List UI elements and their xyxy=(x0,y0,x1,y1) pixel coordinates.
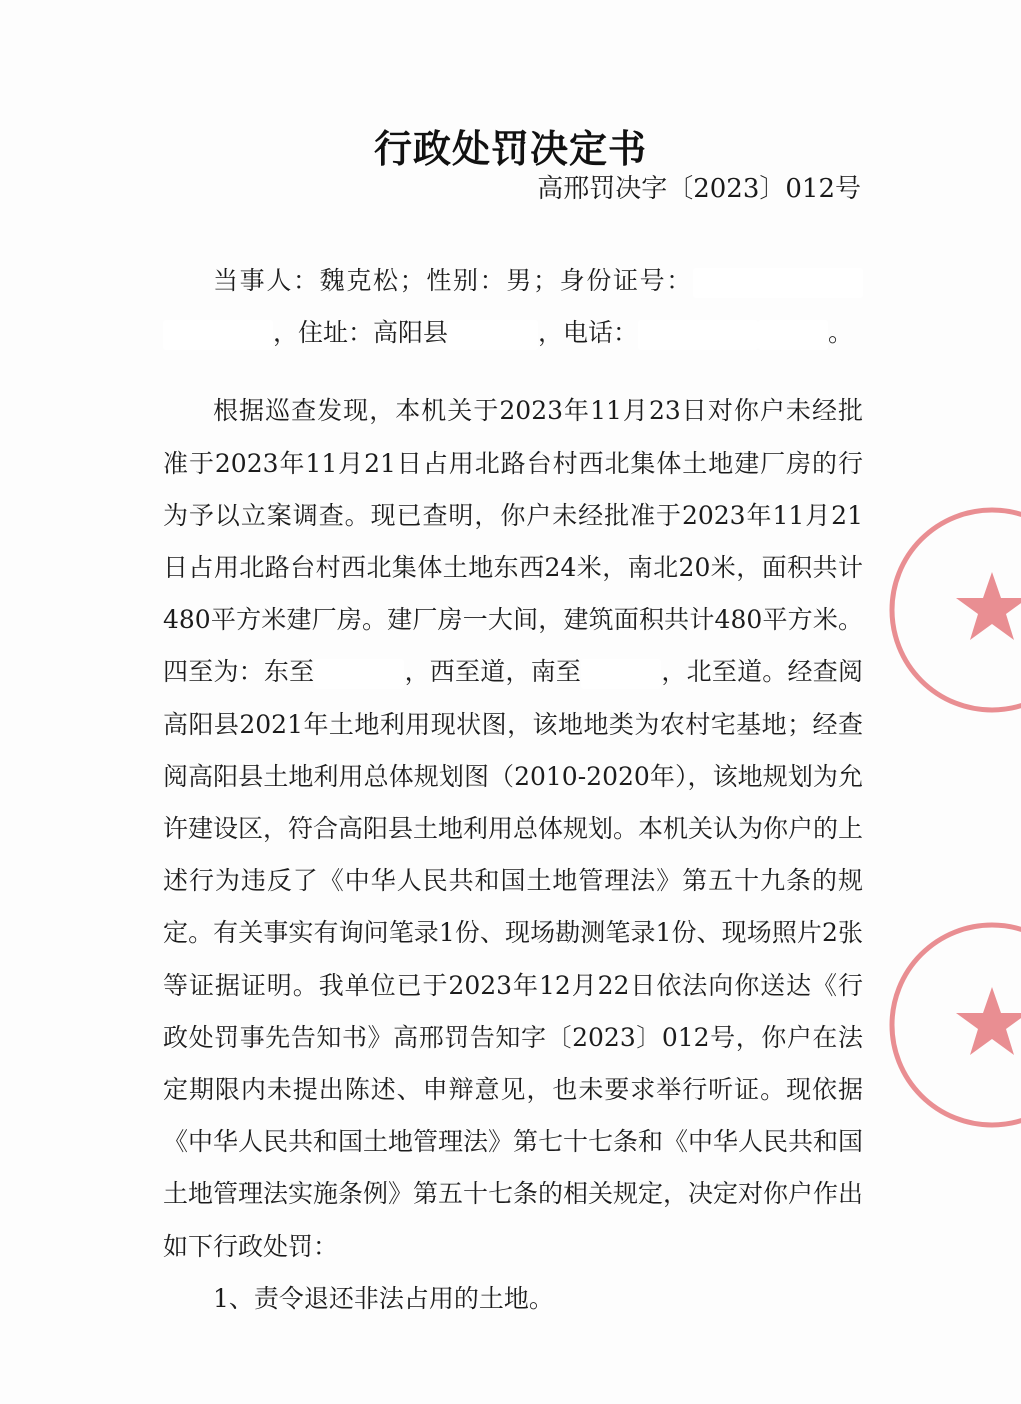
period: 。 xyxy=(828,318,854,348)
paragraph-text-part-1: 根据巡查发现，本机关于2023年11月23日对你户未经批准于2023年11月21日占用北路台村西北集体土地建厂房的行为予以立案调查。现已查明，你户未经批准于2023年11月21日占用北路台村西北集体土地东西24米，南北20米，面积共计480平方米建厂房。建厂房一大间，建筑面积共计480平方米。四至为：东至 xyxy=(163,396,863,687)
document-title: 行政处罚决定书 xyxy=(373,126,647,171)
gender-value: 男 xyxy=(506,266,533,295)
spacer xyxy=(163,359,863,385)
phone-label: ，电话： xyxy=(538,318,639,348)
party-info xyxy=(163,255,863,359)
separator: ； xyxy=(532,266,558,295)
party-label: 当事人： xyxy=(213,266,320,295)
address-value: 高阳县 xyxy=(373,318,449,348)
gender-label: 性别： xyxy=(424,266,507,295)
paragraph-text-part-2: ，西至道，南至 xyxy=(404,657,582,687)
penalty-item-1: 1、责令退还非法占用的土地。 xyxy=(213,1283,554,1313)
redacted-south-boundary xyxy=(581,659,661,689)
investigation-paragraph xyxy=(163,385,863,1272)
redacted-phone xyxy=(638,320,758,350)
official-seal-icon xyxy=(882,915,1021,1135)
paragraph-text-part-3: ，北至道。经查阅高阳县2021年土地利用现状图，该地地类为农村宅基地；经查阅高阳县土地利用总体规划图（2010-2020年），该地规划为允许建设区，符合高阳县土地利用总体规划。本机关认为你户的上述行为违反了《中华人民共和国土地管理法》第五十九条的规定。有关事实有询问笔录1份、现场勘测笔录1份、现场照片2张等证据证明。我单位已于2023年12月22日依法向你送达《行政处罚事先告知书》高邢罚告知字〔2023〕012号，你户在法定期限内未提出陈述、申辩意见，也未要求举行听证。现依据《中华人民共和国土地管理法》第七十七条和《中华人民共和国土地管理法实施条例》第五十七条的相关规定，决定对你户作出如下行政处罚： xyxy=(163,657,864,1261)
separator: ； xyxy=(399,266,425,295)
redacted-address xyxy=(448,320,538,350)
redacted-east-boundary xyxy=(314,659,404,689)
redacted-id-number-tail xyxy=(163,320,273,350)
id-label: 身份证号： xyxy=(558,266,693,295)
document-body xyxy=(163,255,863,1325)
address-label: ，住址： xyxy=(273,318,374,348)
redacted-id-number xyxy=(693,268,863,298)
redacted-phone-tail xyxy=(758,320,828,350)
party-name: 魏克松 xyxy=(319,266,400,295)
document-number: 高邢罚决字〔2023〕012号 xyxy=(537,174,861,204)
official-seal-icon xyxy=(882,500,1021,720)
